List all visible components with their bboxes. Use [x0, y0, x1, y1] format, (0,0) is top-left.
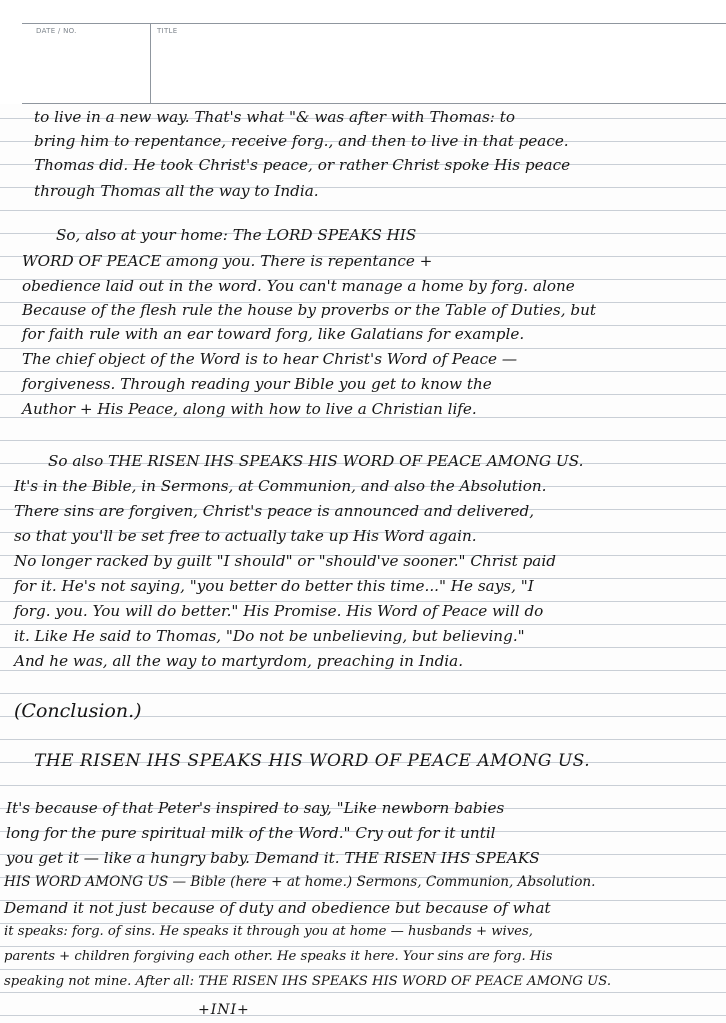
text-line: forg. you. You will do better." His Promise. His Word of Peace will do [14, 602, 544, 620]
text-line: Thomas did. He took Christ's peace, or rather Christ spoke His peace [34, 156, 571, 174]
text-line: obedience laid out in the word. You can't manage a home by forg. alone [22, 277, 575, 295]
text-line: No longer racked by guilt "I should" or "should've sooner." Christ paid [14, 552, 556, 570]
text-line: speaking not mine. After all: THE RISEN IHS SPEAKS HIS WORD OF PEACE AMONG US. [4, 974, 612, 989]
text-line: It's because of that Peter's inspired to say, "Like newborn babies [6, 799, 505, 817]
theme-heading: THE RISEN IHS SPEAKS HIS WORD OF PEACE AMONG US. [34, 751, 591, 771]
header-band [0, 0, 726, 104]
text-line: Demand it not just because of duty and obedience but because of what [4, 899, 551, 917]
text-line: through Thomas all the way to India. [34, 182, 319, 200]
text-line: parents + children forgiving each other. He speaks it here. Your sins are forg. His [4, 949, 553, 964]
text-line: The chief object of the Word is to hear Christ's Word of Peace — [22, 350, 518, 368]
header-divider [150, 23, 151, 103]
text-line: It's in the Bible, in Sermons, at Communion, and also the Absolution. [14, 477, 547, 495]
text-line: Author + His Peace, along with how to live a Christian life. [22, 400, 477, 418]
header-bottom-rule [22, 103, 726, 104]
text-line: so that you'll be set free to actually take up His Word again. [14, 527, 477, 545]
header-top-rule [22, 23, 726, 24]
text-line: There sins are forgiven, Christ's peace is announced and delivered, [14, 502, 535, 520]
title-label: TITLE [157, 27, 178, 35]
text-line: bring him to repentance, receive forg., and then to live in that peace. [34, 132, 569, 150]
text-line: HIS WORD AMONG US — Bible (here + at home.) Sermons, Communion, Absolution. [4, 874, 596, 890]
text-line: it speaks: forg. of sins. He speaks it through you at home — husbands + wives, [4, 924, 533, 939]
text-line: And he was, all the way to martyrdom, preaching in India. [14, 652, 464, 670]
text-line: forgiveness. Through reading your Bible you get to know the [22, 375, 492, 393]
text-line: Because of the flesh rule the house by proverbs or the Table of Duties, but [22, 301, 596, 319]
text-line: for it. He's not saying, "you better do better this time..." He says, "I [14, 577, 534, 595]
text-line: long for the pure spiritual milk of the Word." Cry out for it until [6, 824, 496, 842]
text-line: for faith rule with an ear toward forg, like Galatians for example. [22, 325, 525, 343]
text-line: So, also at your home: The LORD SPEAKS HIS [56, 226, 417, 244]
text-line: WORD OF PEACE among you. There is repentance + [22, 252, 433, 270]
date-label: DATE / NO. [36, 27, 77, 35]
closing-mark: +INI+ [198, 1002, 250, 1018]
text-line: to live in a new way. That's what "& was after with Thomas: to [34, 108, 515, 126]
text-line: So also THE RISEN IHS SPEAKS HIS WORD OF PEACE AMONG US. [48, 452, 584, 470]
text-line: it. Like He said to Thomas, "Do not be unbelieving, but believing." [14, 627, 525, 645]
text-line: you get it — like a hungry baby. Demand it. THE RISEN IHS SPEAKS [6, 849, 540, 867]
conclusion-label: (Conclusion.) [14, 700, 142, 722]
